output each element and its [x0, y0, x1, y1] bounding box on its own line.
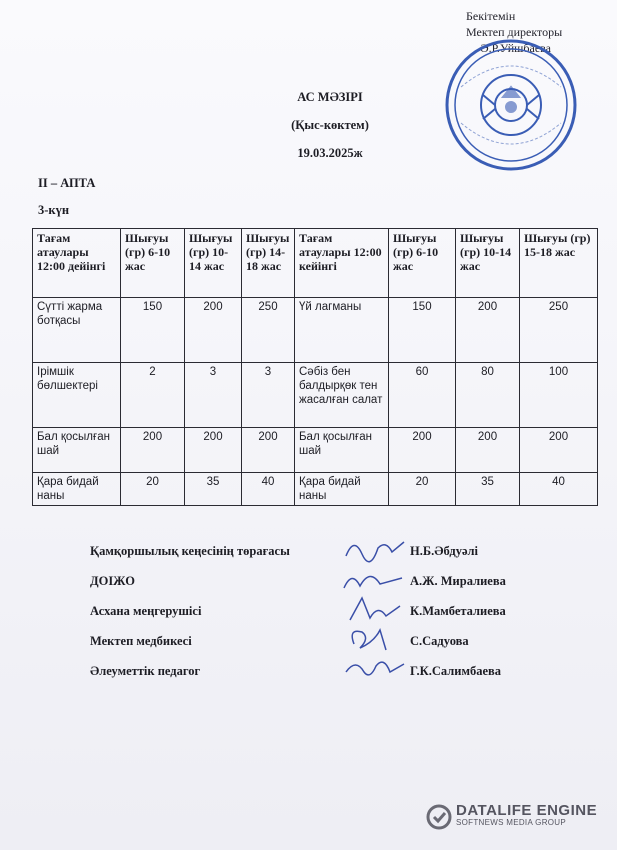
- amount-cell: 200: [520, 428, 598, 473]
- header-cell: Шығуы (гр) 6-10 жас: [121, 229, 185, 298]
- header-cell: Тағам атаулары 12:00 дейінгі: [33, 229, 121, 298]
- watermark-sub: SOFTNEWS MEDIA GROUP: [456, 818, 567, 827]
- approval-line-2: Мектеп директоры: [466, 25, 563, 39]
- header-cell: Шығуы (гр) 6-10 жас: [389, 229, 456, 298]
- amount-cell: 100: [520, 363, 598, 428]
- amount-cell: 35: [456, 473, 520, 506]
- menu-title-block: [240, 86, 420, 170]
- table-header-row: [33, 229, 598, 298]
- signature-role: ДОІЖО: [90, 574, 135, 588]
- header-cell: Шығуы (гр) 10-14 жас: [185, 229, 242, 298]
- amount-cell: 200: [121, 428, 185, 473]
- menu-title: АС МӘЗІРІ: [297, 90, 363, 104]
- amount-cell: 200: [185, 298, 242, 363]
- amount-cell: 150: [121, 298, 185, 363]
- amount-cell: 60: [389, 363, 456, 428]
- approval-line-1: Бекітемін: [466, 9, 516, 23]
- signature-name: Г.К.Салимбаева: [410, 664, 502, 678]
- signature-role: Асхана меңгерушісі: [90, 604, 202, 618]
- amount-cell: 40: [242, 473, 295, 506]
- amount-cell: 20: [389, 473, 456, 506]
- dish-cell: Сүтті жарма ботқасы: [33, 298, 121, 363]
- table-row: [33, 363, 598, 428]
- signature-name: С.Садуова: [410, 634, 469, 648]
- header-cell: Шығуы (гр) 10-14 жас: [456, 229, 520, 298]
- menu-table: [32, 228, 598, 506]
- header-cell: Шығуы (гр) 14-18 жас: [242, 229, 295, 298]
- amount-cell: 3: [185, 363, 242, 428]
- kazakhstan-emblem-icon: [483, 87, 539, 121]
- signature-row: [0, 604, 617, 628]
- signature-scribble-icon: [340, 624, 410, 654]
- menu-season: (Қыс-көктем): [291, 118, 369, 132]
- datalife-logo-icon: [426, 804, 452, 830]
- school-stamp: [443, 37, 579, 173]
- amount-cell: 200: [456, 428, 520, 473]
- dish-cell: Сәбіз бен балдырқөк тен жасалған салат: [295, 363, 389, 428]
- signature-name: К.Мамбеталиева: [410, 604, 506, 618]
- signature-role: Әлеуметтік педагог: [90, 664, 201, 678]
- dish-cell: Ірімшік бөлшектері: [33, 363, 121, 428]
- signature-scribble-icon: [340, 594, 410, 624]
- signature-scribble-icon: [340, 564, 410, 594]
- table-row: [33, 298, 598, 363]
- signature-name: Н.Б.Әбдуәлі: [410, 544, 479, 558]
- dish-cell: Бал қосылған шай: [295, 428, 389, 473]
- signature-row: [0, 544, 617, 568]
- signature-row: [0, 574, 617, 598]
- menu-date: 19.03.2025ж: [297, 146, 363, 160]
- dish-cell: Қара бидай наны: [295, 473, 389, 506]
- signature-row: [0, 664, 617, 688]
- amount-cell: 200: [389, 428, 456, 473]
- signature-name: А.Ж. Миралиева: [410, 574, 506, 588]
- signature-row: [0, 634, 617, 658]
- dish-cell: Қара бидай наны: [33, 473, 121, 506]
- day-label: 3-күн: [38, 203, 70, 217]
- approval-line-3: Ә.Р.Уйшбаева: [480, 41, 551, 55]
- signature-scribble-icon: [340, 654, 410, 684]
- amount-cell: 250: [520, 298, 598, 363]
- amount-cell: 20: [121, 473, 185, 506]
- table-row: [33, 473, 598, 506]
- datalife-watermark: [426, 804, 597, 830]
- signature-scribble-icon: [340, 534, 410, 564]
- dish-cell: Үй лагманы: [295, 298, 389, 363]
- amount-cell: 200: [456, 298, 520, 363]
- signature-role: Қамқоршылық кеңесінің төрағасы: [90, 544, 290, 558]
- header-cell: Шығуы (гр) 15-18 жас: [520, 229, 598, 298]
- signature-role: Мектеп медбикесі: [90, 634, 192, 648]
- header-cell: Тағам атаулары 12:00 кейінгі: [295, 229, 389, 298]
- amount-cell: 2: [121, 363, 185, 428]
- table-row: [33, 428, 598, 473]
- dish-cell: Бал қосылған шай: [33, 428, 121, 473]
- amount-cell: 3: [242, 363, 295, 428]
- amount-cell: 250: [242, 298, 295, 363]
- amount-cell: 80: [456, 363, 520, 428]
- week-label: II – АПТА: [38, 176, 96, 190]
- amount-cell: 35: [185, 473, 242, 506]
- amount-cell: 200: [185, 428, 242, 473]
- watermark-brand: DATALIFE ENGINE: [456, 802, 598, 819]
- amount-cell: 40: [520, 473, 598, 506]
- amount-cell: 150: [389, 298, 456, 363]
- amount-cell: 200: [242, 428, 295, 473]
